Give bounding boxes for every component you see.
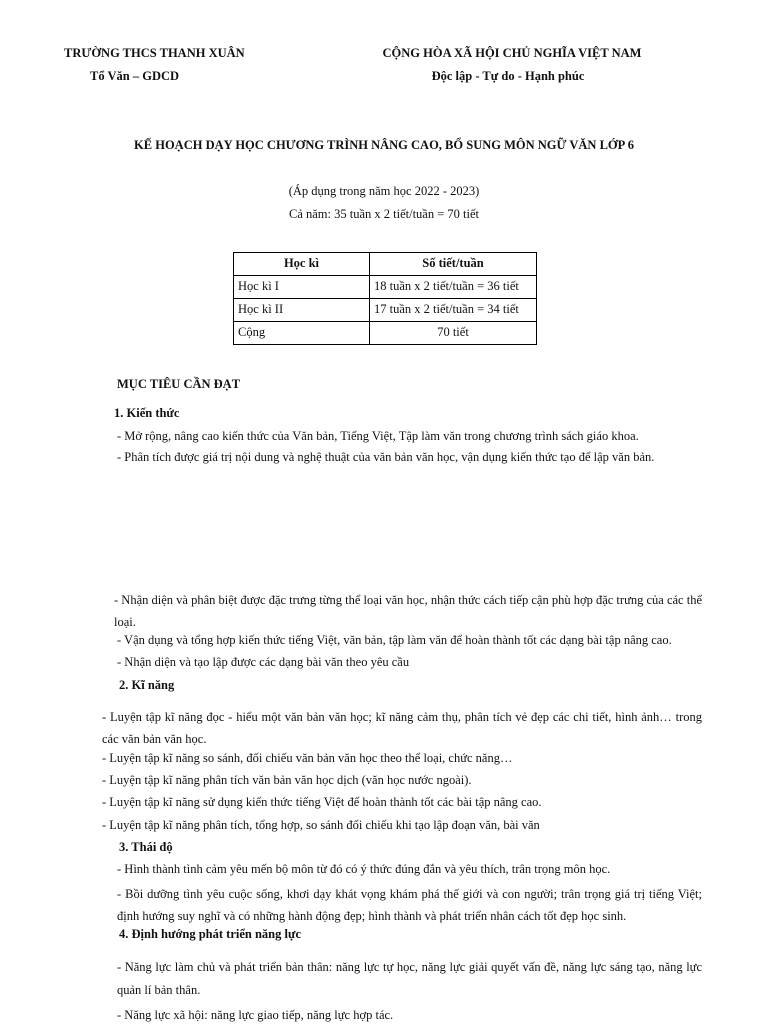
- list-item: - Luyện tập kĩ năng phân tích, tổng hợp, so sánh đối chiếu khi tạo lập đoạn văn, bài văn: [102, 818, 540, 832]
- table-cell: 70 tiết: [370, 322, 537, 345]
- table-cell: 17 tuần x 2 tiết/tuần = 34 tiết: [370, 299, 537, 322]
- document-subtitle: (Áp dụng trong năm học 2022 - 2023): [288, 184, 480, 198]
- table-row: [234, 276, 537, 299]
- knowledge-heading: 1. Kiến thức: [114, 406, 180, 420]
- school-name: TRƯỜNG THCS THANH XUÂN: [64, 46, 245, 60]
- table-cell: Học kì II: [234, 299, 370, 322]
- competency-heading: 4. Định hướng phát triển năng lực: [119, 927, 302, 941]
- republic-name: CỘNG HÒA XÃ HỘI CHỦ NGHĨA VIỆT NAM: [382, 46, 642, 60]
- periods-table: [233, 252, 537, 345]
- list-item: - Năng lực xã hội: năng lực giao tiếp, năng lực hợp tác.: [117, 1008, 394, 1022]
- table-header-cell: Số tiết/tuần: [370, 253, 537, 276]
- list-item: - Nhận diện và tạo lập được các dạng bài văn theo yêu cầu: [117, 655, 410, 669]
- table-cell: 18 tuần x 2 tiết/tuần = 36 tiết: [370, 276, 537, 299]
- skills-item-text: - Luyện tập kĩ năng đọc - hiểu một văn bản văn học; kĩ năng cảm thụ, phân tích vẻ đẹp các chi tiết, hình ảnh… trong các văn bản văn học.: [102, 710, 702, 746]
- list-item: [102, 706, 702, 750]
- objectives-heading: MỤC TIÊU CẦN ĐẠT: [117, 377, 241, 391]
- list-item: - Luyện tập kĩ năng so sánh, đối chiếu văn bản văn học theo thể loại, chức năng…: [102, 751, 513, 765]
- list-item: - Nhận diện và phân biệt được đặc trưng từng thể loại văn học, nhận thức cách tiếp cận phù hợp đặc trưng của các thể loại.: [114, 593, 702, 629]
- table-row: [234, 299, 537, 322]
- list-item: - Bồi dưỡng tình yêu cuộc sống, khơi dạy khát vọng khám phá thế giới và con người; trân trọng giá trị tiếng Việt; định hướng suy nghĩ và có những hành động đẹp; hình thành và phát triển nhân cách tốt đẹp học sinh.: [117, 887, 702, 923]
- table-header-row: [234, 253, 537, 276]
- document-title: KẾ HOẠCH DẠY HỌC CHƯƠNG TRÌNH NÂNG CAO, BỔ SUNG MÔN NGỮ VĂN LỚP 6: [134, 138, 634, 152]
- list-item: - Luyện tập kĩ năng phân tích văn bản văn học dịch (văn học nước ngoài).: [102, 773, 472, 787]
- list-item: - Vận dụng và tổng hợp kiến thức tiếng Việt, văn bản, tập làm văn để hoàn thành tốt các dạng bài tập nâng cao.: [117, 633, 672, 647]
- skills-heading: 2. Kĩ năng: [119, 678, 175, 692]
- list-item: - Hình thành tình cảm yêu mến bộ môn từ đó có ý thức đúng đắn và yêu thích, trân trọng môn học.: [117, 862, 611, 876]
- table-cell: Cộng: [234, 322, 370, 345]
- department-name: Tổ Văn – GDCD: [90, 69, 180, 83]
- table-header-cell: Học kì: [234, 253, 370, 276]
- list-item: - Luyện tập kĩ năng sử dụng kiến thức tiếng Việt để hoàn thành tốt các bài tập nâng cao.: [102, 795, 542, 809]
- national-motto: Độc lập - Tự do - Hạnh phúc: [431, 69, 585, 83]
- list-item: - Mở rộng, nâng cao kiến thức của Văn bản, Tiếng Việt, Tập làm văn trong chương trình sách giáo khoa.: [117, 429, 639, 443]
- list-item: - Năng lực làm chủ và phát triển bản thân: năng lực tự học, năng lực giải quyết vấn đề, năng lực sáng tạo, năng lực quản lí bản thân.: [117, 960, 702, 997]
- list-item: - Phân tích được giá trị nội dung và nghệ thuật của văn bản văn học, vận dụng kiến thức tạo để lập văn bản.: [117, 450, 655, 464]
- table-row: [234, 322, 537, 345]
- total-periods: Cả năm: 35 tuần x 2 tiết/tuần = 70 tiết: [288, 207, 479, 221]
- table-cell: Học kì I: [234, 276, 370, 299]
- attitude-heading: 3. Thái độ: [119, 840, 173, 854]
